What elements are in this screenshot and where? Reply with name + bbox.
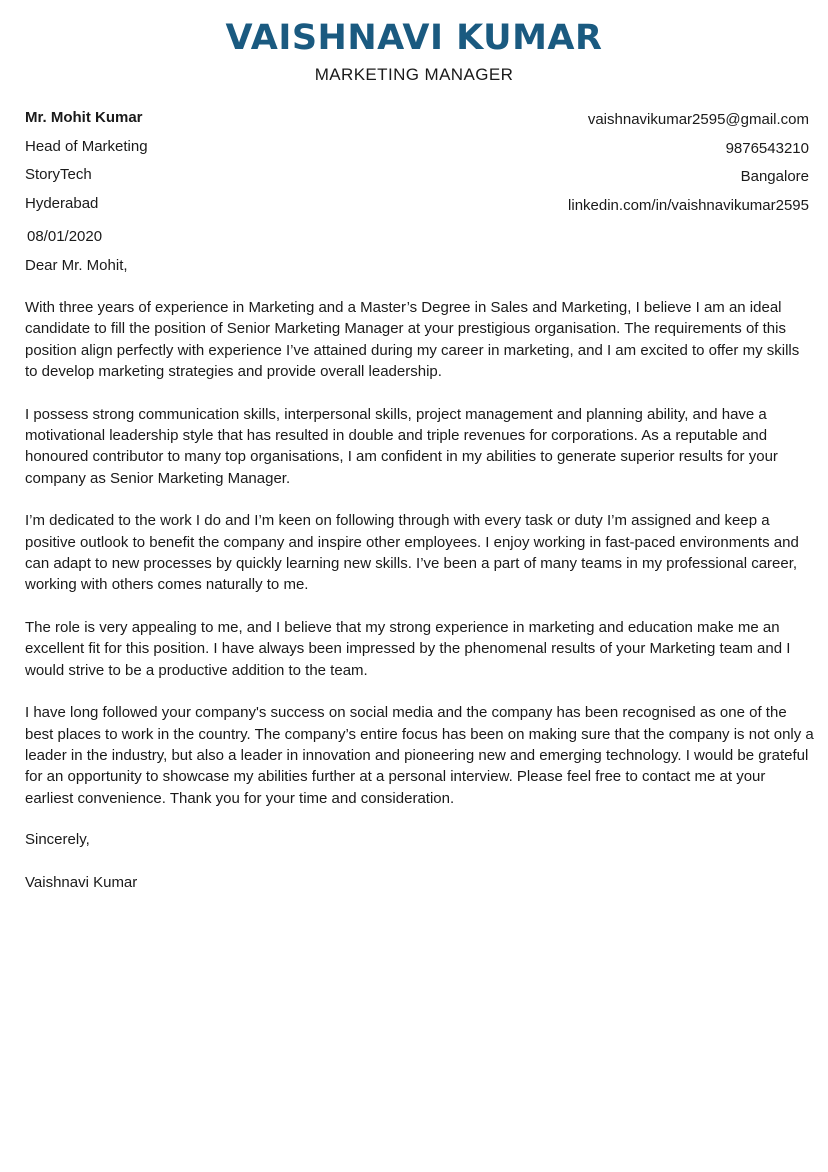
- recipient-name: Mr. Mohit Kumar: [25, 109, 143, 126]
- contact-linkedin: linkedin.com/in/vaishnavikumar2595: [568, 196, 809, 214]
- body-paragraph: I have long followed your company's success on social media and the company has been recognised as one of the best places to work in the country. The company’s entire focus has been on making sure that the company is not only a leader in the industry, but also a leader in innovation and pioneering new and emerging technology. I would be grateful for an opportunity to showcase my abilities further at a personal interview. Please feel free to contact me at your earliest convenience. Thank you for your time and consideration.: [25, 704, 814, 807]
- body-paragraph: I’m dedicated to the work I do and I’m keen on following through with every task or duty I’m assigned and keep a positive outlook to benefit the company and inspire other employees. I enjoy working in fast-paced environments and can adapt to new processes by quickly learning new skills. I’ve been a part of many teams in my professional career, working with others comes naturally to me.: [25, 512, 799, 594]
- recipient-company: StoryTech: [25, 166, 92, 183]
- contact-email: vaishnavikumar2595@gmail.com: [587, 111, 809, 128]
- body-paragraph: With three years of experience in Marketing and a Master’s Degree in Sales and Marketing, I believe I am an ideal candidate to fill the position of Senior Marketing Manager at your prestigious organisation. The requirements of this position align perfectly with experience I’ve attained during my career in marketing, and I am excited to offer my skills to develop marketing strategies and provide overall leadership.: [25, 299, 800, 380]
- recipient-title: Head of Marketing: [25, 137, 148, 155]
- recipient-block: [25, 106, 355, 220]
- letter-signature: Vaishnavi Kumar: [25, 874, 138, 891]
- letter-date: 08/01/2020: [27, 228, 103, 245]
- contact-block: [389, 108, 809, 222]
- body-paragraph: I possess strong communication skills, interpersonal skills, project management and planning ability, and have a motivational leadership style that has resulted in double and triple revenues for corporations. As a reputable and honoured contributor to many top organisations, I am confident in my abilities to generate superior results for your company as Senior Marketing Manager.: [25, 405, 778, 487]
- letter-salutation: Dear Mr. Mohit,: [25, 257, 128, 274]
- applicant-role: MARKETING MANAGER: [314, 65, 514, 84]
- letter-body: [25, 297, 815, 830]
- letter-closing: Sincerely,: [25, 831, 90, 848]
- recipient-city: Hyderabad: [25, 194, 99, 212]
- applicant-name: VAISHNAVI KUMAR: [225, 18, 603, 58]
- body-paragraph: The role is very appealing to me, and I believe that my strong experience in marketing and education make me an excellent fit for this position. I have always been impressed by the phenomenal results of your Marketing team and I would strive to be a productive addition to the team.: [25, 619, 791, 679]
- contact-phone: 9876543210: [725, 139, 809, 157]
- contact-city: Bangalore: [740, 168, 809, 185]
